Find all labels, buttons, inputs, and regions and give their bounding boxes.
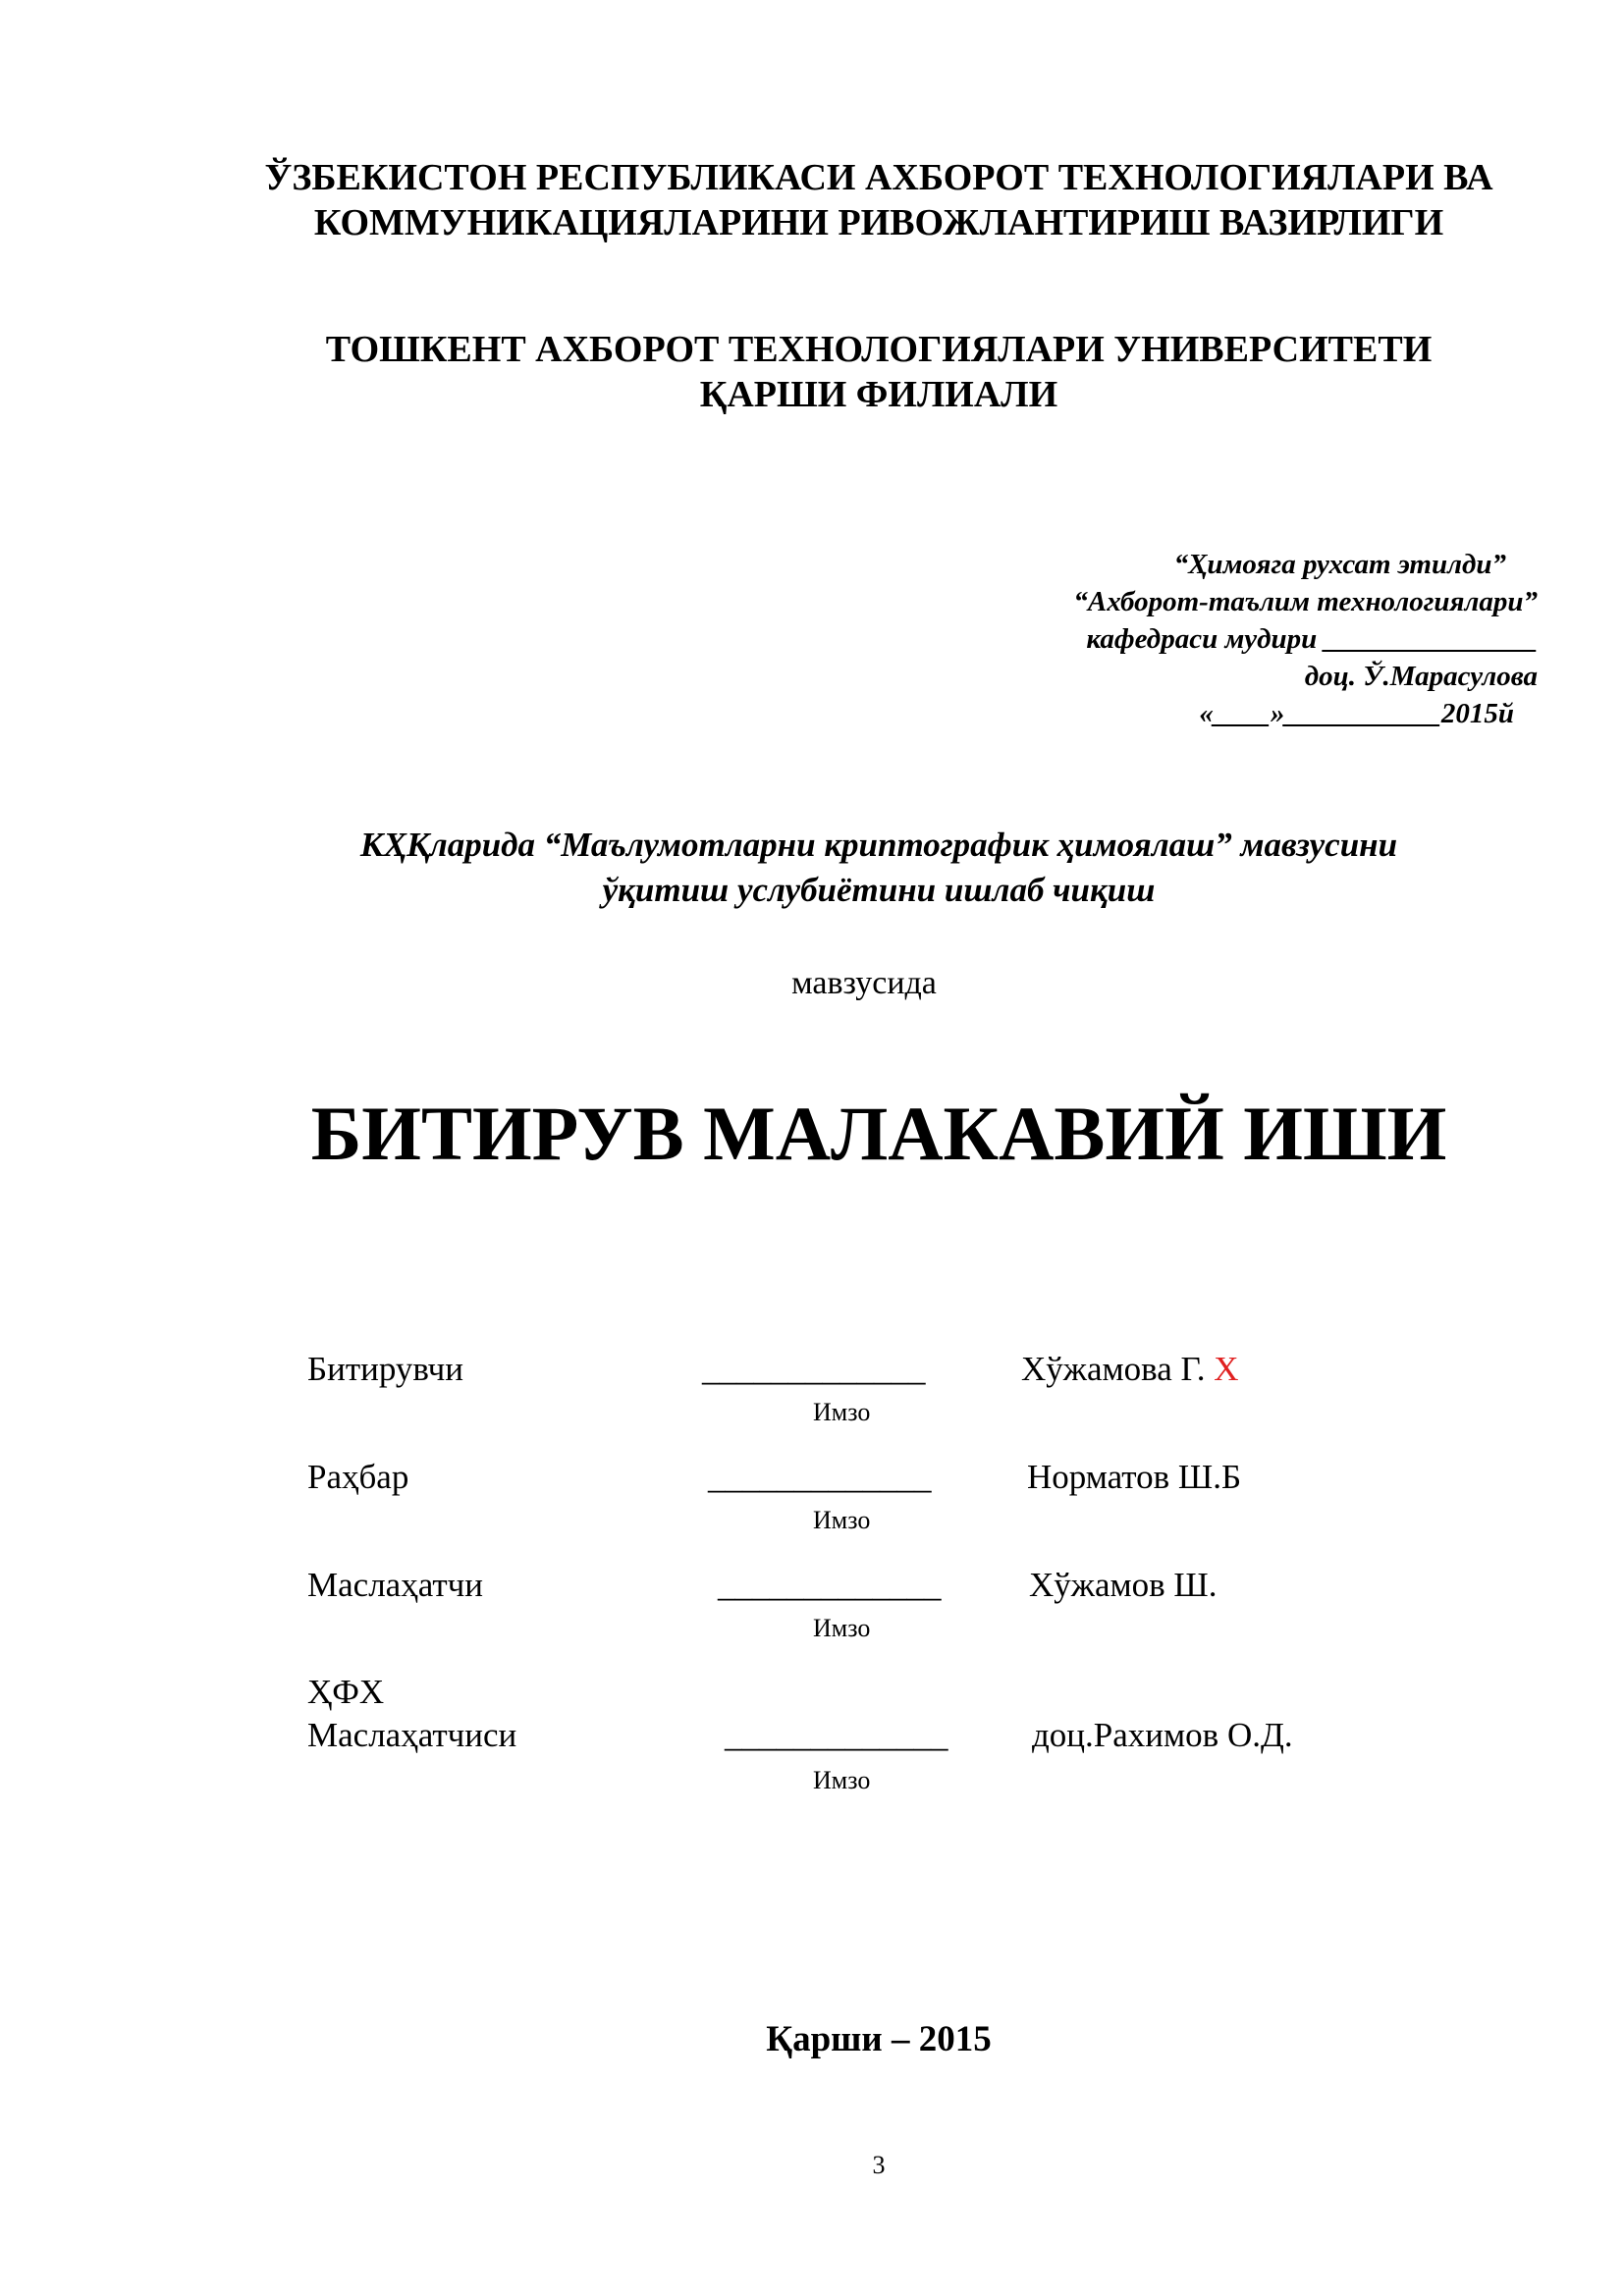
- signature-role: Раҳбар: [307, 1458, 409, 1496]
- signature-name: доц.Рахимов О.Д.: [1032, 1716, 1293, 1754]
- topic-title-line2: ўқитиш услубиётини ишлаб чиқиш: [602, 871, 1156, 909]
- signature-name: Хўжамов Ш.: [1029, 1566, 1218, 1604]
- signature-row-graduate: [307, 1348, 1387, 1456]
- signature-name-text: Хўжамова Г.: [1021, 1350, 1215, 1388]
- topic-suffix: мавзусида: [791, 965, 937, 1001]
- signature-name: Норматов Ш.Б: [1027, 1458, 1242, 1496]
- approval-line3: кафедраси мудири _______________: [1086, 623, 1538, 655]
- topic-title: [0, 823, 1624, 913]
- signature-caption: Имзо: [813, 1398, 871, 1426]
- approval-line1: “Ҳимояга рухсат этилди”: [1173, 549, 1506, 580]
- signature-line: _____________: [702, 1350, 926, 1388]
- signature-caption: Имзо: [813, 1506, 871, 1534]
- ministry-heading-line2: КОММУНИКАЦИЯЛАРИНИ РИВОЖЛАНТИРИШ ВАЗИРЛИГИ: [313, 202, 1444, 243]
- approval-line4: доц. Ў.Марасулова: [1304, 661, 1538, 692]
- signature-role: Маслаҳатчи: [307, 1566, 483, 1604]
- signature-role: Битирувчи: [307, 1350, 463, 1388]
- university-heading-line1: ТОШКЕНТ АХБОРОТ ТЕХНОЛОГИЯЛАРИ УНИВЕРСИТЕТИ: [325, 329, 1433, 370]
- signature-name-red-letter: Х: [1214, 1350, 1239, 1388]
- signature-name: [1021, 1348, 1239, 1391]
- city-year: Қарши – 2015: [766, 2019, 992, 2059]
- ministry-heading-line1: ЎЗБЕКИСТОН РЕСПУБЛИКАСИ АХБОРОТ ТЕХНОЛОГИЯЛАРИ ВА: [264, 157, 1493, 198]
- document-title: БИТИРУВ МАЛАКАВИЙ ИШИ: [310, 1091, 1447, 1176]
- ministry-heading: [0, 155, 1624, 245]
- signature-row-safety-consultant: [307, 1671, 1387, 1808]
- signature-line: _____________: [718, 1566, 942, 1604]
- signature-line: _____________: [725, 1716, 948, 1754]
- signature-role: ҲФХ Маслаҳатчиси: [307, 1673, 517, 1754]
- approval-line5: «____»___________2015й: [1199, 698, 1514, 729]
- signature-caption: Имзо: [813, 1766, 871, 1794]
- signature-row-consultant: [307, 1564, 1387, 1672]
- university-heading: [0, 327, 1624, 417]
- signature-line: _____________: [708, 1458, 932, 1496]
- university-heading-line2: ҚАРШИ ФИЛИАЛИ: [699, 374, 1058, 415]
- signature-row-supervisor: [307, 1456, 1387, 1564]
- topic-title-line1: КҲҚларида “Маълумотларни криптографик ҳимоялаш” мавзусини: [359, 826, 1398, 864]
- approval-line2: “Ахборот-таълим технологиялари”: [1073, 586, 1538, 617]
- page-number: 3: [872, 2151, 886, 2179]
- signature-caption: Имзо: [813, 1614, 871, 1642]
